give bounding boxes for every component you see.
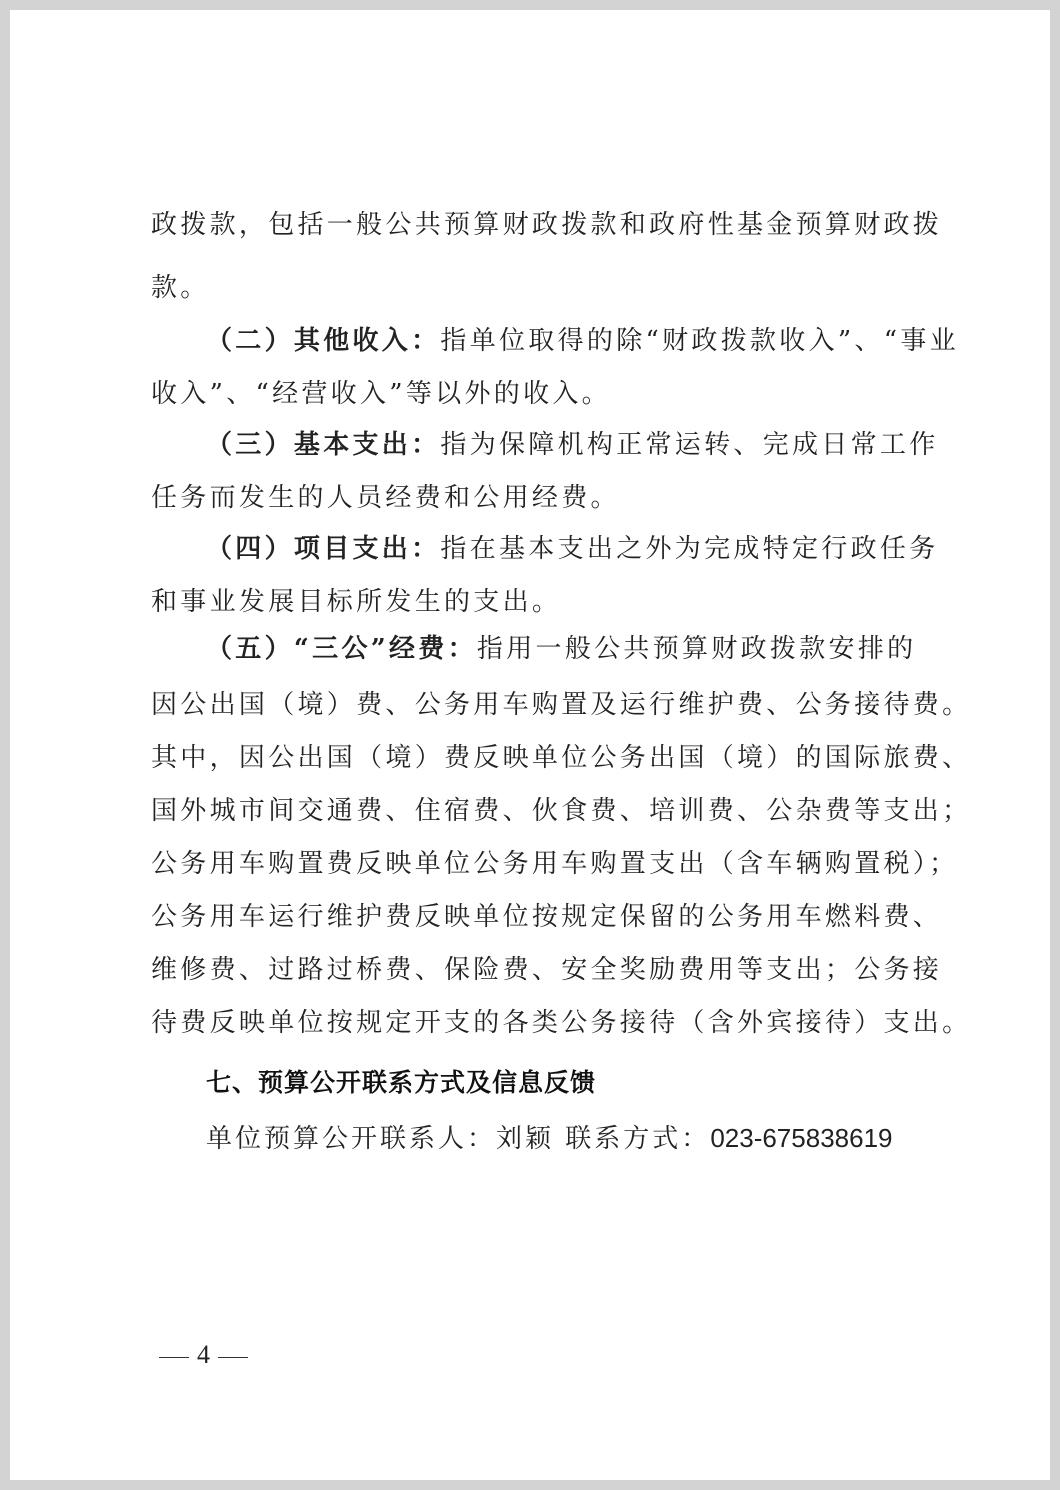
page-number	[151, 1335, 256, 1375]
page-number-value: 4	[197, 1340, 210, 1369]
paragraph-line: 政拨款，包括一般公共预算财政拨款和政府性基金预算财政拨	[151, 210, 943, 240]
paragraph-line: 公务用车运行维护费反映单位按规定保留的公务用车燃料费、	[151, 902, 943, 932]
dash-right	[218, 1357, 248, 1358]
definition-item-project-expenditure	[206, 529, 939, 569]
contact-label: 单位预算公开联系人：	[206, 1124, 497, 1154]
definition-text: 指为保障机构正常运转、完成日常工作	[440, 430, 939, 460]
paragraph-line: 维修费、过路过桥费、保险费、安全奖励费用等支出；公务接	[151, 955, 943, 985]
contact-method-label: 联系方式：	[565, 1124, 711, 1154]
dash-left	[159, 1357, 189, 1358]
section-heading: 七、预算公开联系方式及信息反馈	[206, 1068, 597, 1097]
definition-item-basic-expenditure	[206, 425, 939, 465]
definition-label: （五）“三公”经费：	[206, 634, 477, 664]
paragraph-line: 收入”、“经营收入”等以外的收入。	[151, 379, 611, 409]
contact-phone: 023-675838619	[710, 1123, 893, 1153]
paragraph-line: 其中，因公出国（境）费反映单位公务出国（境）的国际旅费、	[151, 743, 972, 773]
paragraph-line: 因公出国（境）费、公务用车购置及运行维护费、公务接待费。	[151, 690, 972, 720]
definition-text: 指在基本支出之外为完成特定行政任务	[440, 534, 939, 564]
definition-item-other-income	[206, 321, 959, 361]
definition-item-three-public-expenses	[206, 629, 931, 669]
definition-text: 指单位取得的除“财政拨款收入”、“事业	[440, 326, 959, 356]
paragraph-line: 和事业发展目标所发生的支出。	[151, 587, 562, 617]
contact-name: 刘颖	[496, 1124, 555, 1154]
paragraph-line: 公务用车购置费反映单位公务用车购置支出（含车辆购置税）；	[151, 849, 959, 879]
paragraph-line: 国外城市间交通费、住宿费、伙食费、培训费、公杂费等支出；	[151, 796, 972, 826]
contact-line	[206, 1118, 893, 1159]
definition-label: （三）基本支出：	[206, 430, 441, 460]
definition-text: 指用一般公共预算财政拨款安排的	[476, 634, 917, 664]
paragraph-line: 任务而发生的人员经费和公用经费。	[151, 483, 620, 513]
definition-label: （四）项目支出：	[206, 534, 441, 564]
definition-label: （二）其他收入：	[206, 326, 441, 356]
paragraph-line: 款。	[151, 273, 210, 303]
document-page	[10, 10, 1050, 1480]
paragraph-line: 待费反映单位按规定开支的各类公务接待（含外宾接待）支出。	[151, 1008, 972, 1038]
